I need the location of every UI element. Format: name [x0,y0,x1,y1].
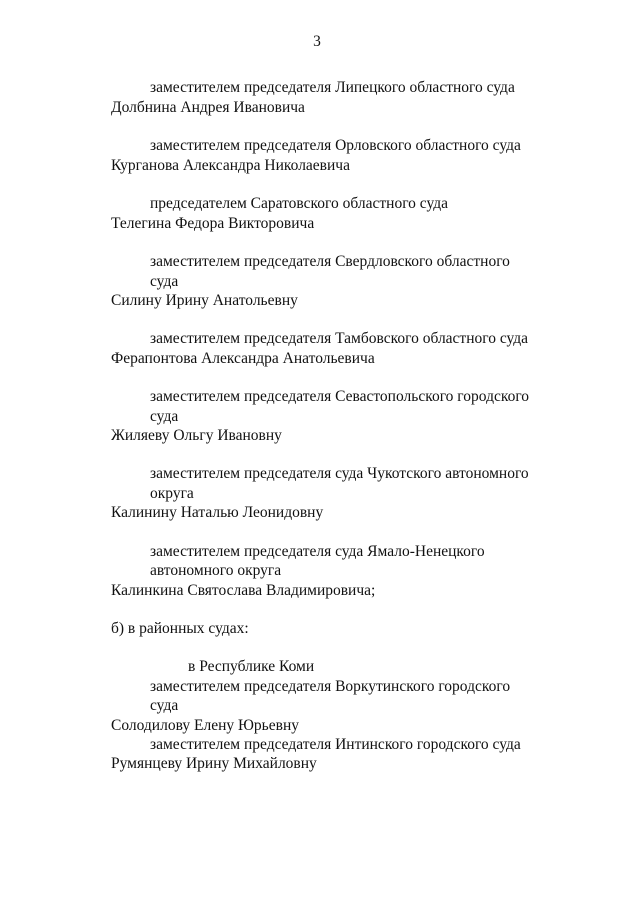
person-name: Калинину Наталью Леонидовну [111,504,324,521]
person-name: Жиляеву Ольгу Ивановну [111,427,282,444]
position-line: заместителем председателя Воркутинского городского [150,678,511,695]
position-line: суда [150,408,179,425]
position-line: округа [150,485,194,502]
position-line: председателем Саратовского областного суда [150,195,449,212]
position-line: заместителем председателя Севастопольского городского [150,388,530,405]
person-name: Курганова Александра Николаевича [111,157,350,174]
person-name: Телегина Федора Викторовича [111,215,315,232]
person-name: Румянцеву Ирину Михайловну [111,755,317,772]
page-number: 3 [313,33,321,50]
position-line: заместителем председателя Свердловского областного [150,253,510,270]
position-line: заместителем председателя суда Чукотского автономного [150,465,529,482]
position-line: заместителем председателя Тамбовского областного суда [150,330,529,347]
position-line: суда [150,697,179,714]
position-line: заместителем председателя Интинского городского суда [150,736,521,753]
position-line: заместителем председателя Орловского областного суда [150,137,521,154]
person-name: Калинкина Святослава Владимировича; [111,582,376,599]
person-name: Силину Ирину Анатольевну [111,292,298,309]
person-name: Долбнина Андрея Ивановича [111,99,305,116]
person-name: Солодилову Елену Юрьевну [111,717,299,734]
section-heading: б) в районных судах: [111,620,249,637]
position-line: суда [150,273,179,290]
position-line: заместителем председателя Липецкого областного суда [150,79,515,96]
position-line: автономного округа [150,562,282,579]
region-heading: в Республике Коми [188,658,315,675]
person-name: Ферапонтова Александра Анатольевича [111,350,375,367]
position-line: заместителем председателя суда Ямало-Ненецкого [150,543,485,560]
